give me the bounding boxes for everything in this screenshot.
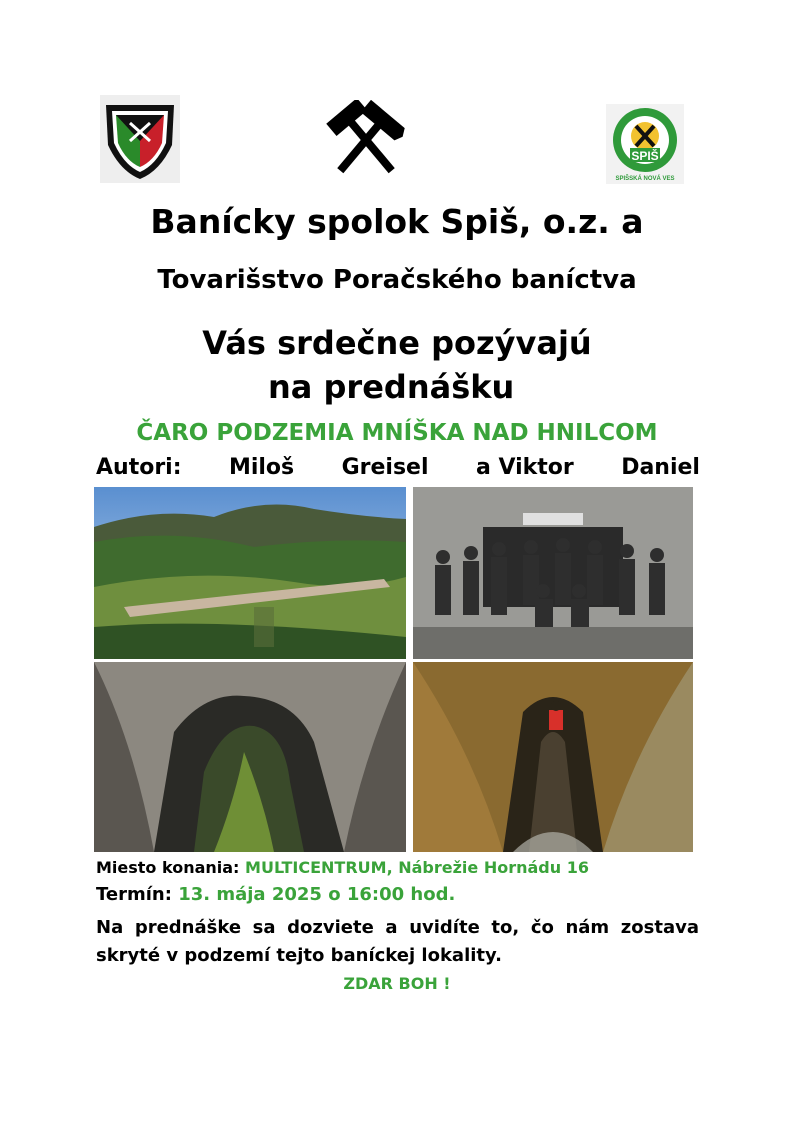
logo-subtext: SPIŠSKÁ NOVÁ VES <box>615 176 675 182</box>
spis-mining-club-icon <box>606 104 684 184</box>
date-label: Termín: <box>96 884 172 905</box>
closing-greeting: ZDAR BOH ! <box>343 974 451 993</box>
authors-label: Autori: <box>96 455 182 480</box>
author-word: Greisel <box>341 455 429 480</box>
event-date <box>96 884 455 905</box>
author-word: Miloš <box>228 455 295 480</box>
lecture-title: ČARO PODZEMIA MNÍŠKA NAD HNILCOM <box>136 420 658 446</box>
headline-line-1: Banícky spolok Spiš, o.z. a <box>150 202 644 241</box>
mine-tunnel-photo <box>413 662 693 852</box>
logo-text: SPIŠ <box>631 149 659 163</box>
author-word: a Viktor <box>475 455 574 480</box>
miners-group-photo <box>413 487 693 659</box>
headline-line-3: Vás srdečne pozývajú <box>202 324 592 362</box>
author-word: Daniel <box>621 455 700 480</box>
headline-line-4: na prednášku <box>268 368 515 406</box>
headline-line-2: Tovarišstvo Poračského baníctva <box>157 265 637 295</box>
date-value: 13. mája 2025 o 16:00 hod. <box>178 884 456 905</box>
village-landscape-photo <box>94 487 406 659</box>
authors-line <box>96 455 700 480</box>
event-description: Na prednáške sa dozviete a uvidíte to, čo nám zostava skryté v podzemí tejto baníckej lokality. <box>96 917 699 966</box>
shield-crest-icon <box>100 95 180 183</box>
place-value: MULTICENTRUM, Nábrežie Hornádu 16 <box>245 858 589 877</box>
event-place <box>96 858 589 877</box>
place-label: Miesto konania: <box>96 858 240 877</box>
hammer-and-pick-icon <box>318 100 414 180</box>
flooded-tunnel-photo <box>94 662 406 852</box>
